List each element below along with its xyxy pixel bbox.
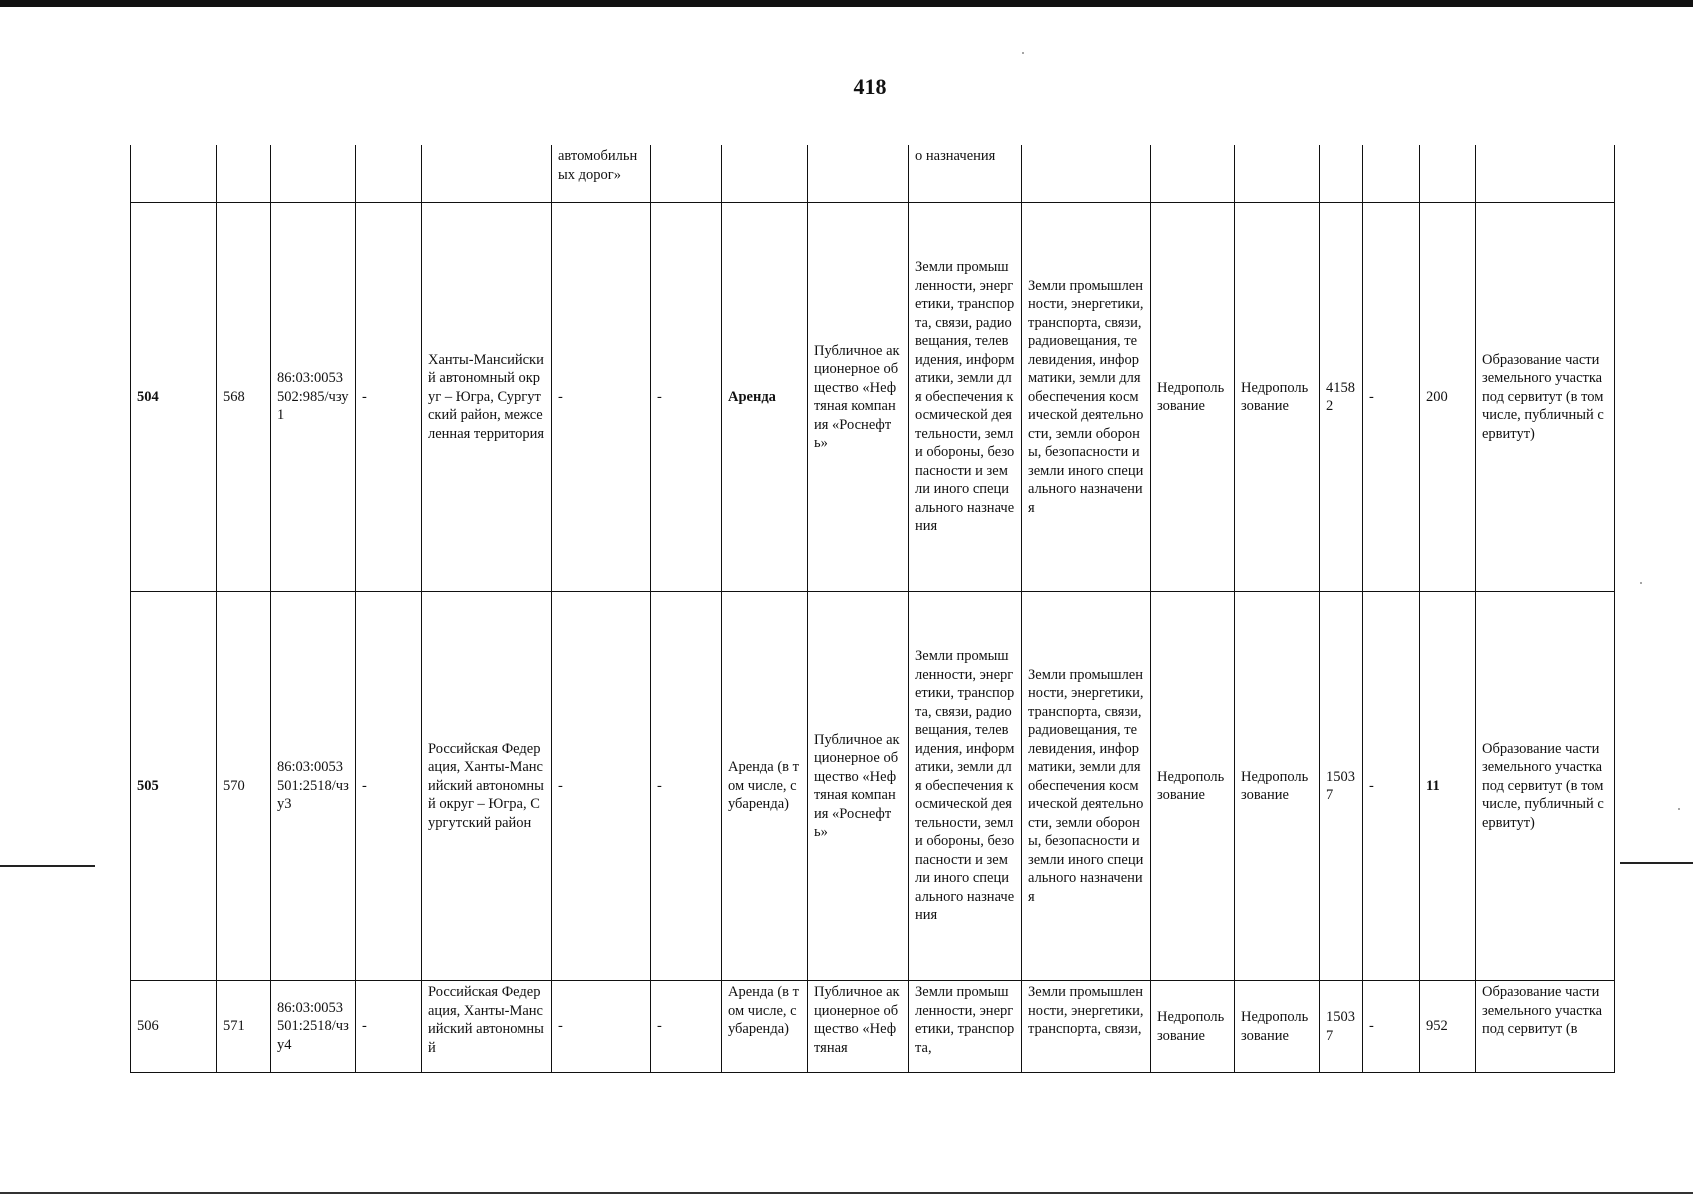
cell-col6: автомобильных дорог»	[552, 145, 651, 203]
cell-row-number: 505	[131, 592, 217, 981]
cell-col7: -	[651, 981, 722, 1073]
cell-purpose: Образование части земельного участка под сервитут (в	[1476, 981, 1615, 1073]
cell-col7: -	[651, 203, 722, 592]
cell-purpose: Образование части земельного участка под сервитут (в том числе, публичный сервитут)	[1476, 203, 1615, 592]
cell-location	[422, 145, 552, 203]
cell-col4: -	[356, 592, 422, 981]
table-row	[131, 592, 1615, 981]
cell-area: 11	[1420, 592, 1476, 981]
cell-id: 568	[217, 203, 271, 592]
cell-location: Российская Федерация, Ханты-Мансийский автономный	[422, 981, 552, 1073]
cell-right-type	[722, 145, 808, 203]
scan-speck	[1640, 582, 1642, 584]
cell-area-code: 41582	[1320, 203, 1363, 592]
cell-holder: Публичное акционерное общество «Нефтяная компания «Роснефть»	[808, 203, 909, 592]
cell-col4	[356, 145, 422, 203]
cell-area: 952	[1420, 981, 1476, 1073]
cell-category-2: Земли промышленности, энергетики, транспорта, связи, радиовещания, телевидения, информатики, земли для обеспечения космической деятельности, земли обороны, безопасности и земли иного специального назначения	[1022, 203, 1151, 592]
cell-category-2: Земли промышленности, энергетики, транспорта, связи,	[1022, 981, 1151, 1073]
cell-row-number: 506	[131, 981, 217, 1073]
cell-holder: Публичное акционерное общество «Нефтяная компания «Роснефть»	[808, 592, 909, 981]
bottom-rule	[0, 1192, 1693, 1194]
cell-area-code	[1320, 145, 1363, 203]
top-rule	[0, 0, 1693, 7]
cell-cadastral-number	[271, 145, 356, 203]
cell-right-type: Аренда (в том числе, субаренда)	[722, 592, 808, 981]
cell-holder: Публичное акционерное общество «Нефтяная	[808, 981, 909, 1073]
cell-use-2: Недропользование	[1235, 592, 1320, 981]
scan-margin-line-left	[0, 865, 95, 867]
cell-area-code: 15037	[1320, 592, 1363, 981]
cell-category-2	[1022, 145, 1151, 203]
cell-cadastral-number: 86:03:0053501:2518/чзу4	[271, 981, 356, 1073]
cell-location: Ханты-Мансийский автономный округ – Югра, Сургутский район, межселенная территория	[422, 203, 552, 592]
cell-right-type: Аренда	[722, 203, 808, 592]
cell-cadastral-number: 86:03:0053501:2518/чзу3	[271, 592, 356, 981]
cell-col7	[651, 145, 722, 203]
cell-id: 570	[217, 592, 271, 981]
cell-col4: -	[356, 981, 422, 1073]
cell-col15	[1363, 145, 1420, 203]
table-row	[131, 203, 1615, 592]
page-number: 418	[853, 74, 887, 99]
cell-row-number	[131, 145, 217, 203]
cell-purpose	[1476, 145, 1615, 203]
cell-category-2: Земли промышленности, энергетики, транспорта, связи, радиовещания, телевидения, информатики, земли для обеспечения космической деятельности, земли обороны, безопасности и земли иного специального назначения	[1022, 592, 1151, 981]
cell-col6: -	[552, 981, 651, 1073]
cell-col4: -	[356, 203, 422, 592]
scan-speck	[1678, 808, 1680, 810]
cell-use-2: Недропользование	[1235, 203, 1320, 592]
cell-use-1: Недропользование	[1151, 981, 1235, 1073]
cell-area	[1420, 145, 1476, 203]
cell-col15: -	[1363, 203, 1420, 592]
cell-right-type: Аренда (в том числе, субаренда)	[722, 981, 808, 1073]
table-row	[131, 145, 1615, 203]
cell-purpose: Образование части земельного участка под сервитут (в том числе, публичный сервитут)	[1476, 592, 1615, 981]
cell-cadastral-number: 86:03:0053502:985/чзу1	[271, 203, 356, 592]
cell-id: 571	[217, 981, 271, 1073]
cell-holder	[808, 145, 909, 203]
cell-use-2	[1235, 145, 1320, 203]
cell-category: Земли промышленности, энергетики, транспорта, связи, радиовещания, телевидения, информатики, земли для обеспечения космической деятельности, земли обороны, безопасности и земли иного специального назначения	[909, 203, 1022, 592]
land-plot-table	[130, 145, 1615, 1073]
cell-col15: -	[1363, 981, 1420, 1073]
cell-use-1: Недропользование	[1151, 592, 1235, 981]
scan-speck	[1022, 52, 1024, 54]
cell-row-number: 504	[131, 203, 217, 592]
cell-col15: -	[1363, 592, 1420, 981]
table-row	[131, 981, 1615, 1073]
cell-use-2: Недропользование	[1235, 981, 1320, 1073]
cell-area-code: 15037	[1320, 981, 1363, 1073]
cell-use-1	[1151, 145, 1235, 203]
cell-category: Земли промышленности, энергетики, транспорта,	[909, 981, 1022, 1073]
cell-area: 200	[1420, 203, 1476, 592]
cell-category: о назначения	[909, 145, 1022, 203]
cell-col6: -	[552, 592, 651, 981]
cell-location: Российская Федерация, Ханты-Мансийский автономный округ – Югра, Сургутский район	[422, 592, 552, 981]
cell-use-1: Недропользование	[1151, 203, 1235, 592]
cell-id	[217, 145, 271, 203]
scan-margin-line-right	[1620, 862, 1693, 864]
cell-col6: -	[552, 203, 651, 592]
cell-category: Земли промышленности, энергетики, транспорта, связи, радиовещания, телевидения, информатики, земли для обеспечения космической деятельности, земли обороны, безопасности и земли иного специального назначения	[909, 592, 1022, 981]
cell-col7: -	[651, 592, 722, 981]
